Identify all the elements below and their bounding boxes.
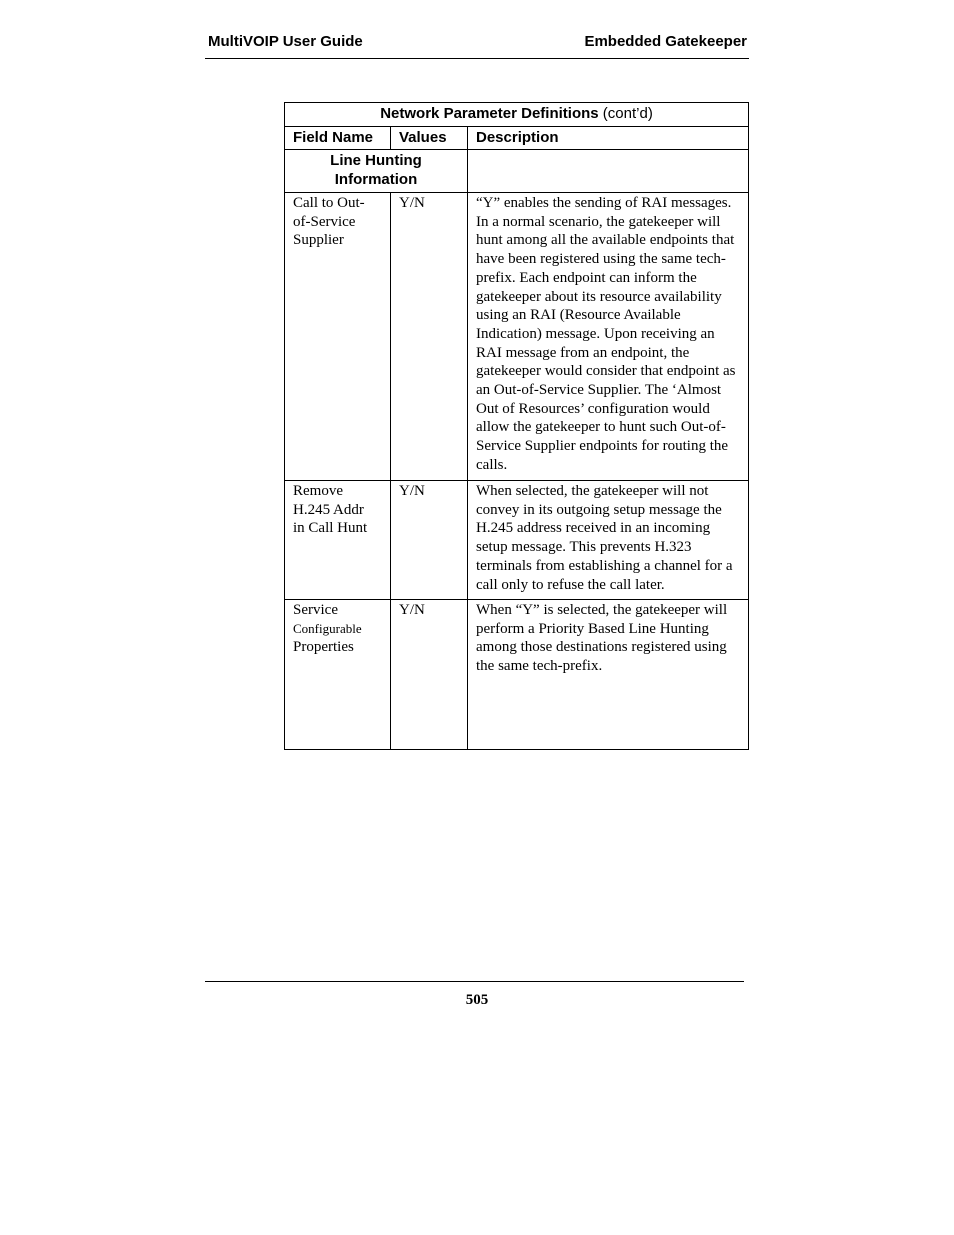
section-heading-line1: Line Hunting	[330, 152, 422, 169]
field-name-line: H.245 Addr	[293, 501, 364, 518]
section-empty-cell	[468, 150, 749, 193]
field-name-cell	[285, 193, 391, 481]
field-name-line: in Call Hunt	[293, 520, 368, 537]
table-row	[285, 600, 749, 750]
page-number: 505	[465, 992, 489, 1008]
footer-rule	[205, 981, 744, 982]
table-title	[285, 103, 749, 127]
running-header-section: Embedded Gatekeeper	[584, 33, 747, 50]
table-row	[285, 481, 749, 600]
value-cell: Y/N	[391, 600, 468, 750]
field-name-line: Remove	[293, 483, 343, 499]
column-header-field-name: Field Name	[285, 127, 391, 150]
field-name-cell	[285, 600, 391, 750]
column-header-values: Values	[391, 127, 468, 150]
table-row	[285, 193, 749, 481]
table-title-suffix: (cont’d)	[598, 105, 653, 122]
description-cell: When “Y” is selected, the gatekeeper will perform a Priority Based Line Hunting among those destinations registered using the same tech-prefix.	[468, 600, 749, 750]
header-rule	[205, 58, 749, 59]
column-header-description: Description	[468, 127, 749, 150]
field-name-cell	[285, 481, 391, 600]
value-cell: Y/N	[391, 193, 468, 481]
description-cell: “Y” enables the sending of RAI messages. In a normal scenario, the gatekeeper will hunt among all the available endpoints that have been registered using the same tech-prefix. Each endpoint can inform the gatekeeper about its resource availability using an RAI (Resource Available Indication) message. Upon receiving an RAI message from an endpoint, the gatekeeper would consider that endpoint as an Out-of-Service Supplier. The ‘Almost Out of Resources’ configuration would allow the gatekeeper to hunt such Out-of-Service Supplier endpoints for routing the calls.	[468, 193, 749, 481]
field-name-line: Call to Out-	[293, 195, 365, 211]
table-title-bold: Network Parameter Definitions	[380, 105, 599, 122]
running-header-title: MultiVOIP User Guide	[208, 33, 363, 50]
field-name-line: Service	[293, 602, 338, 618]
field-name-line: Configurable	[293, 620, 362, 636]
field-name-line: Supplier	[293, 232, 344, 249]
description-cell: When selected, the gatekeeper will not convey in its outgoing setup message the H.245 address received in an incoming setup message. This prevents H.323 terminals from establishing a channel for a call only to refuse the call later.	[468, 481, 749, 600]
value-cell: Y/N	[391, 481, 468, 600]
section-heading	[285, 150, 468, 193]
field-name-line: of-Service	[293, 213, 356, 230]
field-name-line: Properties	[293, 639, 354, 656]
network-parameter-table	[284, 102, 749, 750]
section-heading-line2: Information	[334, 171, 418, 188]
